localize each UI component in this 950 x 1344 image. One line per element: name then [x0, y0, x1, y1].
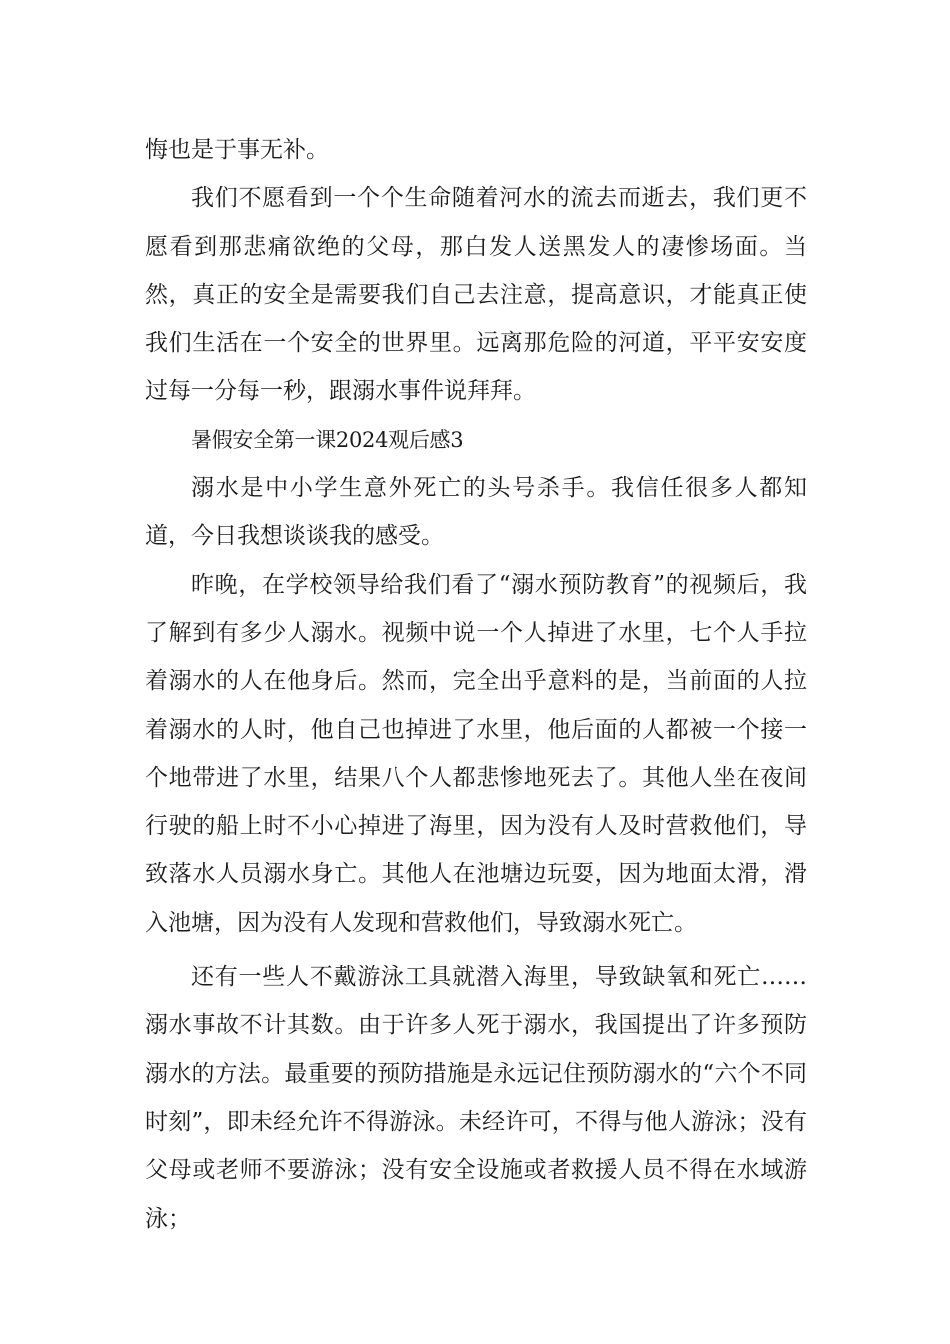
- paragraph-video-description: 昨晚，在学校领导给我们看了“溺水预防教育”的视频后，我了解到有多少人溺水。视频中说一个人掉进了水里，七个人手拉着溺水的人在他身后。然而，完全出乎意料的是，当前面的人拉着溺水的人时，他自己也掉进了水里，他后面的人都被一个接一个地带进了水里，结果八个人都悲惨地死去了。其他人坐在夜间行驶的船上时不小心掉进了海里，因为没有人及时营救他们，导致落水人员溺水身亡。其他人在池塘边玩耍，因为地面太滑，滑入池塘，因为没有人发现和营救他们，导致溺水死亡。: [145, 571, 807, 936]
- section-heading: 暑假安全第一课2024观后感3: [191, 427, 464, 452]
- paragraph-drowning-intro: 溺水是中小学生意外死亡的头号杀手。我信任很多人都知道，今日我想谈谈我的感受。: [145, 475, 807, 550]
- document-body: [145, 126, 807, 1243]
- paragraph-prevention-methods: 还有一些人不戴游泳工具就潜入海里，导致缺氧和死亡……溺水事故不计其数。由于许多人死于溺水，我国提出了许多预防溺水的方法。最重要的预防措施是永远记住预防溺水的“六个不同时刻”，即未经允许不得游泳。未经许可，不得与他人游泳；没有父母或老师不要游泳；没有安全设施或者救援人员不得在水域游泳；: [145, 964, 807, 1232]
- paragraph-safety-awareness: 我们不愿看到一个个生命随着河水的流去而逝去，我们更不愿看到那悲痛欲绝的父母，那白发人送黑发人的凄惨场面。当然，真正的安全是需要我们自己去注意，提高意识，才能真正使我们生活在一个安全的世界里。远离那危险的河道，平平安安度过每一分每一秒，跟溺水事件说拜拜。: [145, 185, 807, 405]
- paragraph-continuation: 悔也是于事无补。: [145, 137, 329, 163]
